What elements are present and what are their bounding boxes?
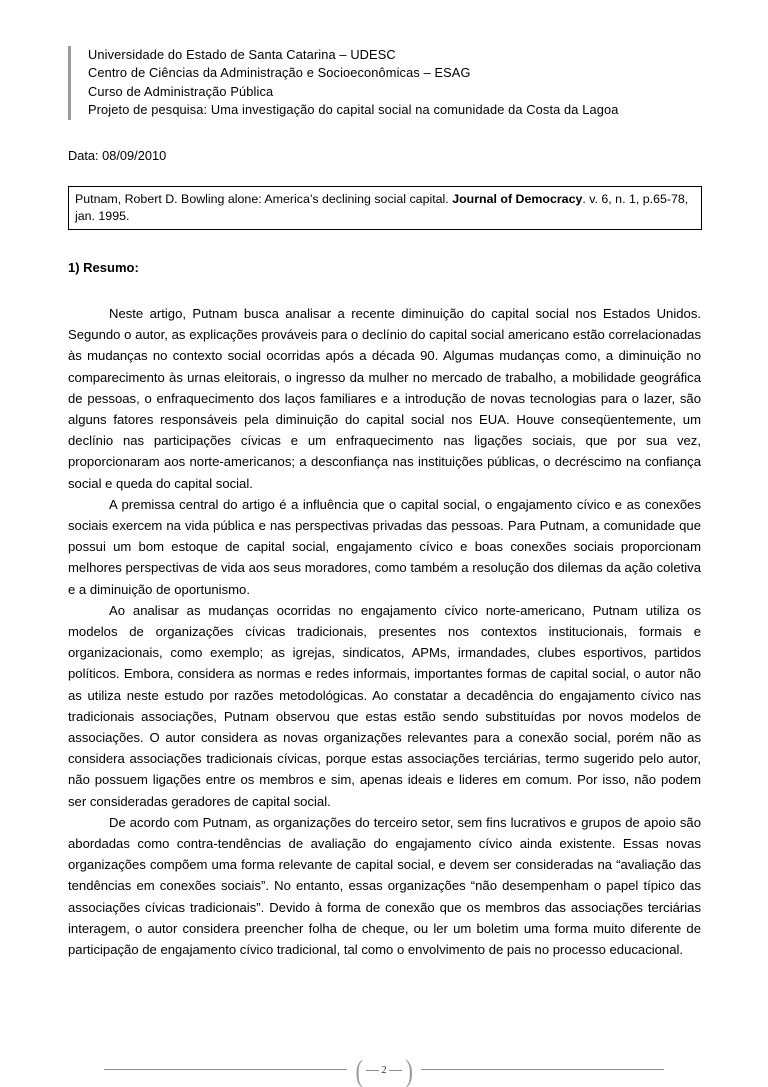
paragraph: De acordo com Putnam, as organizações do terceiro setor, sem fins lucrativos e grupos de apoio são abordadas como contra-tendências de avaliação do engajamento cívico ainda existente. Essas novas organizações compõem uma forma relevante de capital social, e devem ser consideradas na “avaliação das tendências em conexões sociais”. No entanto, essas organizações “não desempenham o papel típico das associações cívicas tradicionais”. Devido à forma de conexão que os membros das associações terciárias interagem, o autor considera preencher folha de cheque, ou ler um boletim uma forma muito diferente de participação de engajamento cívico tradicional, tal como o envolvimento de pais no processo educacional. (68, 814, 701, 958)
page-number: 2 (381, 1063, 387, 1076)
citation-after-bold: . v. 6, n. 1, p.65-78, jan. 1995. (75, 192, 689, 223)
header-line-project: Projeto de pesquisa: Uma investigação do capital social na comunidade da Costa da Lagoa (88, 102, 619, 118)
page-footer (0, 1053, 768, 1087)
paragraph: Neste artigo, Putnam busca analisar a recente diminuição do capital social nos Estados Unidos. Segundo o autor, as explicações prováveis para o declínio do capital social americano estão correlacionadas às mudanças no contexto social ocorridas após a década 90. Algumas mudanças como, a diminuição no comparecimento às urnas eleitorais, o ingresso da mulher no mercado de trabalho, a mobilidade geográfica de pessoas, o enfraquecimento dos laços familiares e a introdução de novas tecnologias para o lazer, são alguns fatores responsáveis pela diminuição do capital social nos EUA. Houve conseqüentemente, um declínio nas participações cívicas e um enfraquecimento nas ligações sociais, que por sua vez, proporcionaram aos norte-americanos; a desconfiança nas instituições públicas, o decréscimo na confiança social e queda do capital social. (68, 306, 701, 491)
date-line: Data: 08/09/2010 (68, 148, 167, 163)
paragraph: Ao analisar as mudanças ocorridas no engajamento cívico norte-americano, Putnam utiliza os modelos de organizações cívicas tradicionais, presentes nos contextos institucionais, formais e organizacionais, como exemplo; as igrejas, sindicatos, APMs, irmandades, clubes esportivos, partidos políticos. Embora, considera as normas e redes informais, importantes formas de capital social, o autor não as utiliza neste estudo por razões metodológicas. Ao constatar a decadência do engajamento cívico nas tradicionais associações, Putnam observou que estas estão sendo substituídas por novos modelos de associações. O autor considera as novas organizações relevantes para a conexão social, porém não as considera associações tradicionais cívicas, porque estas associações terciárias, termo sugerido pelo autor, não possuem ligações entre os membros e sim, apenas ideais e lideres em comum. Por isso, não podem ser consideradas geradores de capital social. (68, 602, 701, 809)
footer-page-number-group (340, 1053, 428, 1087)
header-line-course: Curso de Administração Pública (88, 83, 274, 99)
paragraph: A premissa central do artigo é a influência que o capital social, o engajamento cívico e as conexões sociais exercem na vida pública e nas perspectivas privadas das pessoas. Para Putnam, a comunidade que possui um bom estoque de capital social, engajamento cívico e boas conexões sociais proporcionam melhores perspectivas de vida aos seus moradores, como também a resolução dos dilemas da ação coletiva e a diminuição de oportunismo. (68, 496, 701, 597)
citation-box (68, 186, 702, 230)
citation-before-bold: Putnam, Robert D. Bowling alone: America’s declining social capital. (75, 192, 453, 206)
footer-dash-right (389, 1070, 402, 1071)
footer-dash-left (366, 1070, 379, 1071)
footer-rule-left (104, 1069, 347, 1070)
citation-journal-title: Journal of Democracy (452, 192, 583, 206)
header-line-university: Universidade do Estado de Santa Catarina – UDESC (88, 47, 396, 62)
left-parenthesis-decoration: ( (355, 1052, 363, 1087)
right-parenthesis-decoration: ) (405, 1052, 413, 1087)
header-line-center: Centro de Ciências da Administração e Socioeconômicas – ESAG (88, 65, 471, 81)
section-heading-resumo: 1) Resumo: (68, 260, 139, 275)
footer-rule-right (421, 1069, 664, 1070)
body-text (68, 303, 701, 960)
citation-text (75, 191, 696, 224)
document-header (68, 46, 708, 120)
